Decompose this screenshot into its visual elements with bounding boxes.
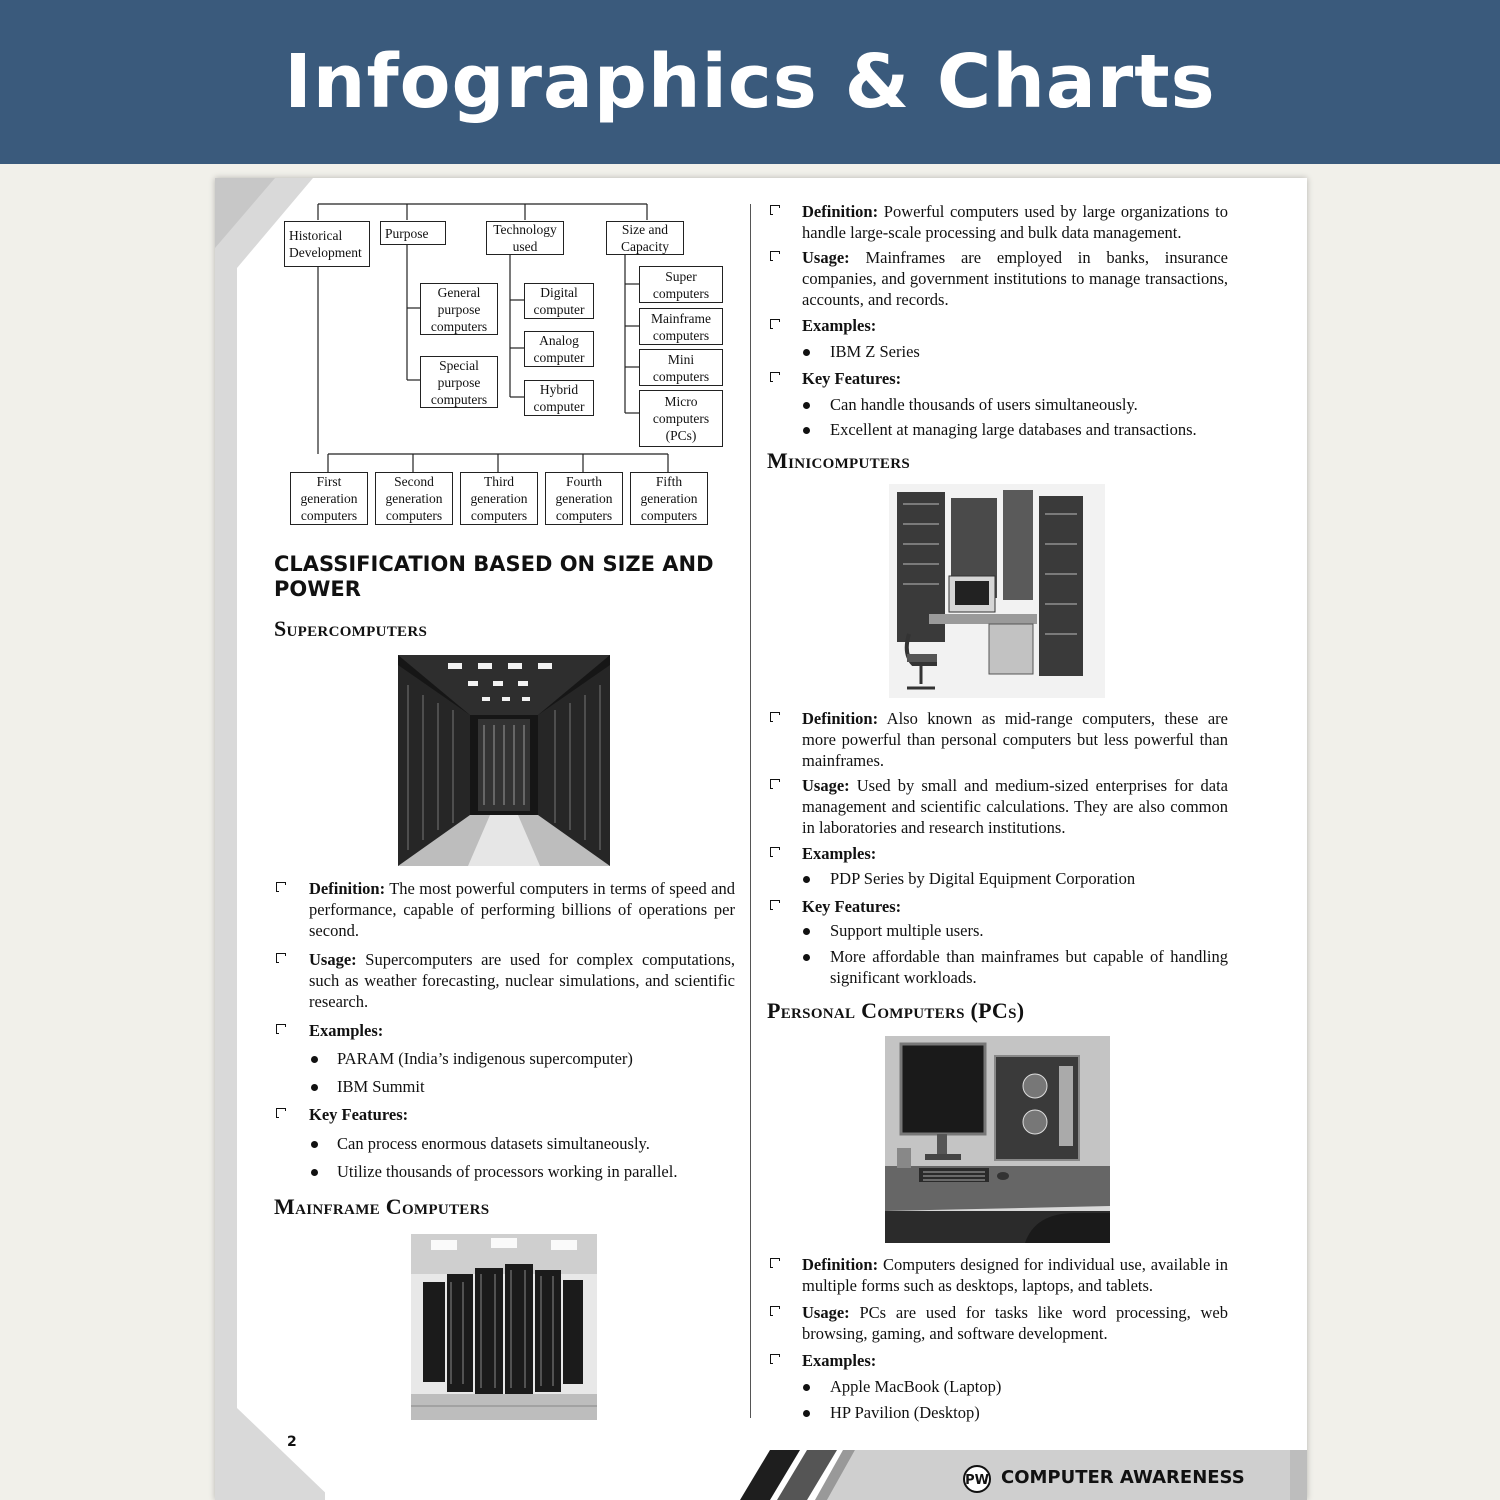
diagram-node-digital: Digital computer — [524, 283, 594, 319]
minicomputers-features-label: Key Features: — [802, 897, 902, 916]
diagram-node-historical: Historical Development — [284, 221, 370, 267]
pcs-example-1: Apple MacBook (Laptop) — [830, 1377, 1002, 1396]
checkbox-bullet — [770, 1354, 780, 1364]
supercomputers-usage: Usage: Supercomputers are used for complex computations, such as weather forecasting, nuclear simulations, and scientific research. — [309, 950, 735, 1011]
bullet-dot — [803, 427, 810, 434]
minicomputer-image — [889, 484, 1105, 698]
bullet-dot — [311, 1141, 318, 1148]
bullet-dot — [803, 954, 810, 961]
bullet-dot — [311, 1169, 318, 1176]
svg-text:PW: PW — [965, 1473, 989, 1488]
diagram-node-super: Super computers — [639, 266, 723, 303]
diagram-node-micro: Micro computers (PCs) — [639, 390, 723, 447]
pw-logo-icon — [963, 1465, 991, 1493]
minicomputers-definition: Definition: Also known as mid-range computers, these are more powerful than personal computers but less powerful than mainframes. — [802, 709, 1228, 770]
diagram-node-gen-1: First generation computers — [290, 472, 368, 525]
supercomputers-heading: Supercomputers — [274, 616, 428, 641]
bullet-dot — [803, 1410, 810, 1417]
bullet-dot — [803, 402, 810, 409]
diagram-node-purpose: Purpose — [380, 221, 446, 245]
bullet-dot — [803, 876, 810, 883]
pcs-heading: Personal Computers (PCs) — [767, 998, 1025, 1023]
diagram-node-analog: Analog computer — [524, 331, 594, 367]
mainframe-feature-1: Can handle thousands of users simultaneously. — [830, 395, 1138, 414]
supercomputers-example-2: IBM Summit — [337, 1077, 425, 1096]
checkbox-bullet — [276, 1108, 286, 1118]
checkbox-bullet — [770, 319, 780, 329]
minicomputers-feature-2: More affordable than mainframes but capable of handling significant workloads. — [830, 947, 1228, 987]
document-page — [215, 178, 1307, 1500]
checkbox-bullet — [770, 847, 780, 857]
checkbox-bullet — [770, 779, 780, 789]
supercomputers-features-label: Key Features: — [309, 1105, 409, 1124]
diagram-node-mini: Mini computers — [639, 349, 723, 386]
pcs-usage: Usage: PCs are used for tasks like word processing, web browsing, gaming, and software development. — [802, 1303, 1228, 1343]
bullet-dot — [803, 1384, 810, 1391]
mainframe-examples-label: Examples: — [802, 316, 877, 335]
diagram-node-general-purpose: General purpose computers — [420, 283, 498, 335]
mainframe-features-label: Key Features: — [802, 369, 902, 388]
diagram-node-special-purpose: Special purpose computers — [420, 356, 498, 408]
diagram-node-gen-2: Second generation computers — [375, 472, 453, 525]
diagram-node-mainframe: Mainframe computers — [639, 308, 723, 345]
minicomputers-examples-label: Examples: — [802, 844, 877, 863]
personal-computer-image — [885, 1036, 1110, 1243]
supercomputers-example-1: PARAM (India’s indigenous supercomputer) — [337, 1049, 633, 1068]
footer-brand: COMPUTER AWARENESS — [1001, 1467, 1245, 1488]
mainframe-heading: Mainframe Computers — [274, 1194, 490, 1219]
supercomputers-feature-2: Utilize thousands of processors working in parallel. — [337, 1162, 678, 1181]
column-divider — [750, 204, 751, 1418]
mainframe-definition: Definition: Powerful computers used by large organizations to handle large-scale processing and bulk data management. — [802, 202, 1228, 242]
checkbox-bullet — [770, 1258, 780, 1268]
classification-heading: CLASSIFICATION BASED ON SIZE AND POWER — [274, 552, 714, 601]
checkbox-bullet — [770, 900, 780, 910]
checkbox-bullet — [770, 205, 780, 215]
supercomputers-feature-1: Can process enormous datasets simultaneously. — [337, 1134, 650, 1153]
minicomputers-usage: Usage: Used by small and medium-sized enterprises for data management and scientific calculations. They are also common in laboratories and research institutions. — [802, 776, 1228, 837]
mainframe-example-1: IBM Z Series — [830, 342, 920, 361]
pcs-examples-label: Examples: — [802, 1351, 877, 1370]
checkbox-bullet — [276, 1024, 286, 1034]
supercomputers-examples-label: Examples: — [309, 1021, 384, 1040]
checkbox-bullet — [770, 712, 780, 722]
pcs-example-2: HP Pavilion (Desktop) — [830, 1403, 980, 1422]
mainframe-feature-2: Excellent at managing large databases and transactions. — [830, 420, 1197, 439]
checkbox-bullet — [770, 251, 780, 261]
diagram-node-technology: Technology used — [486, 221, 564, 255]
diagram-node-size: Size and Capacity — [606, 221, 684, 255]
checkbox-bullet — [770, 1306, 780, 1316]
supercomputer-image — [398, 655, 610, 866]
supercomputers-definition: Definition: The most powerful computers in terms of speed and performance, capable of performing billions of operations per second. — [309, 879, 735, 940]
header-banner — [0, 0, 1500, 164]
checkbox-bullet — [276, 953, 286, 963]
minicomputers-heading: Minicomputers — [767, 448, 911, 473]
checkbox-bullet — [276, 882, 286, 892]
banner-title: Infographics & Charts — [284, 39, 1216, 125]
minicomputers-feature-1: Support multiple users. — [830, 921, 984, 940]
bullet-dot — [803, 349, 810, 356]
minicomputers-example-1: PDP Series by Digital Equipment Corporation — [830, 869, 1136, 888]
page-number: 2 — [287, 1434, 297, 1450]
bullet-dot — [803, 928, 810, 935]
diagram-node-hybrid: Hybrid computer — [524, 380, 594, 416]
checkbox-bullet — [770, 372, 780, 382]
diagram-node-gen-4: Fourth generation computers — [545, 472, 623, 525]
mainframe-usage: Usage: Mainframes are employed in banks, insurance companies, and government institutions to manage transactions, accounts, and records. — [802, 248, 1228, 309]
mainframe-image — [411, 1234, 597, 1420]
pcs-definition: Definition: Computers designed for individual use, available in multiple forms such as desktops, laptops, and tablets. — [802, 1255, 1228, 1295]
bullet-dot — [311, 1084, 318, 1091]
diagram-node-gen-3: Third generation computers — [460, 472, 538, 525]
diagram-node-gen-5: Fifth generation computers — [630, 472, 708, 525]
bullet-dot — [311, 1056, 318, 1063]
